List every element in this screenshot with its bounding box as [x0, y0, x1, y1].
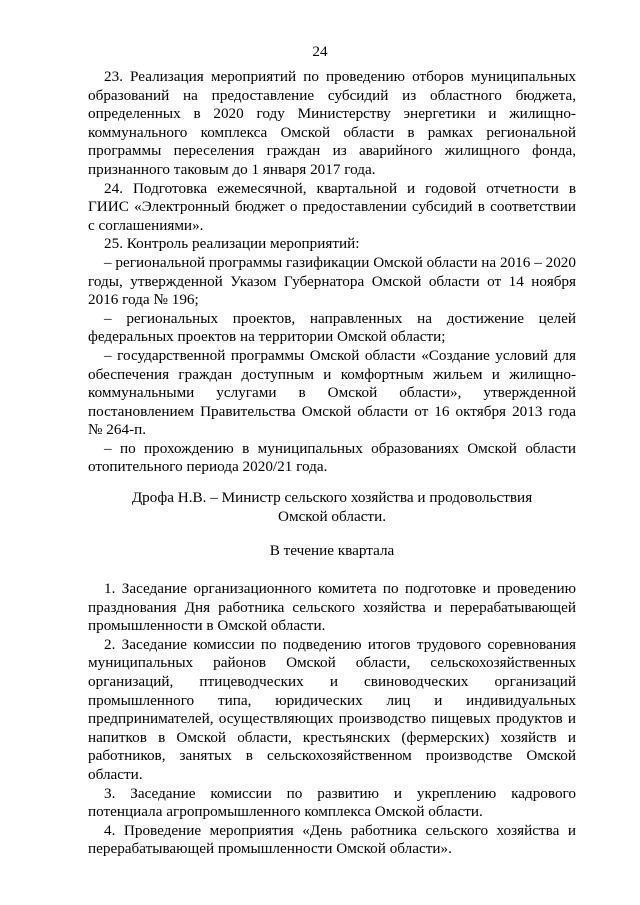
period-heading-block: [88, 542, 576, 561]
section-1: [88, 68, 576, 477]
bullet-gasification: – региональной программы газификации Омской области на 2016 – 2020 годы, утвержденной Указом Губернатора Омской области от 14 ноября 2016 года № 196;: [88, 253, 576, 309]
paragraph-item-24: 24. Подготовка ежемесячной, квартальной и годовой отчетности в ГИИС «Электронный бюджет о предоставлении субсидий в соответствии с соглашениями».: [88, 179, 576, 234]
paragraph-item-1: 1. Заседание организационного комитета по подготовке и проведению празднования Дня работника сельского хозяйства и перерабатывающей промышленности в Омской области.: [88, 580, 576, 635]
paragraph-item-2: 2. Заседание комиссии по подведению итогов трудового соревнования муниципальных районов Омской области, сельскохозяйственных организаций, птицеводческих и свиноводческих организаций промышленного типа, юридических лиц и индивидуальных предпринимателей, осуществляющих производство пищевых продуктов и напитков в Омской области, крестьянских (фермерских) хозяйств и работников, занятых в сельскохозяйственном производстве Омской области.: [88, 635, 576, 783]
paragraph-item-23: 23. Реализация мероприятий по проведению отборов муниципальных образований на предоставление субсидий из областного бюджета, определенных в 2020 году Министерству энергетики и жилищно-коммунального комплекса Омской области в рамках региональной программы переселения граждан из аварийного жилищного фонда, признанного таковым до 1 января 2017 года.: [88, 68, 576, 178]
minister-heading-line-2: Омской области.: [277, 507, 386, 525]
bullet-regional-projects: – региональных проектов, направленных на достижение целей федеральных проектов на территории Омской области;: [88, 309, 576, 346]
section-2-items: [88, 580, 576, 859]
page-number: 24: [312, 43, 328, 60]
bullet-heating-period: – по прохождению в муниципальных образованиях Омской области отопительного периода 2020/21 года.: [88, 439, 576, 476]
minister-heading: [88, 489, 576, 526]
paragraph-item-4: 4. Проведение мероприятия «День работника сельского хозяйства и перерабатывающей промышленности Омской области».: [88, 821, 576, 858]
paragraph-item-25: 25. Контроль реализации мероприятий:: [104, 235, 360, 253]
paragraph-item-3: 3. Заседание комиссии по развитию и укреплению кадрового потенциала агропромышленного комплекса Омской области.: [88, 784, 576, 821]
bullet-state-program: – государственной программы Омской области «Создание условий для обеспечения граждан доступным и комфортным жильем и жилищно-коммунальными услугами в Омской области», утвержденной постановлением Правительства Омской области от 16 октября 2013 года № 264-п.: [88, 346, 576, 439]
minister-heading-line-1: Дрофа Н.В. – Министр сельского хозяйства и продовольствия: [131, 489, 533, 506]
period-heading: В течение квартала: [269, 542, 395, 559]
